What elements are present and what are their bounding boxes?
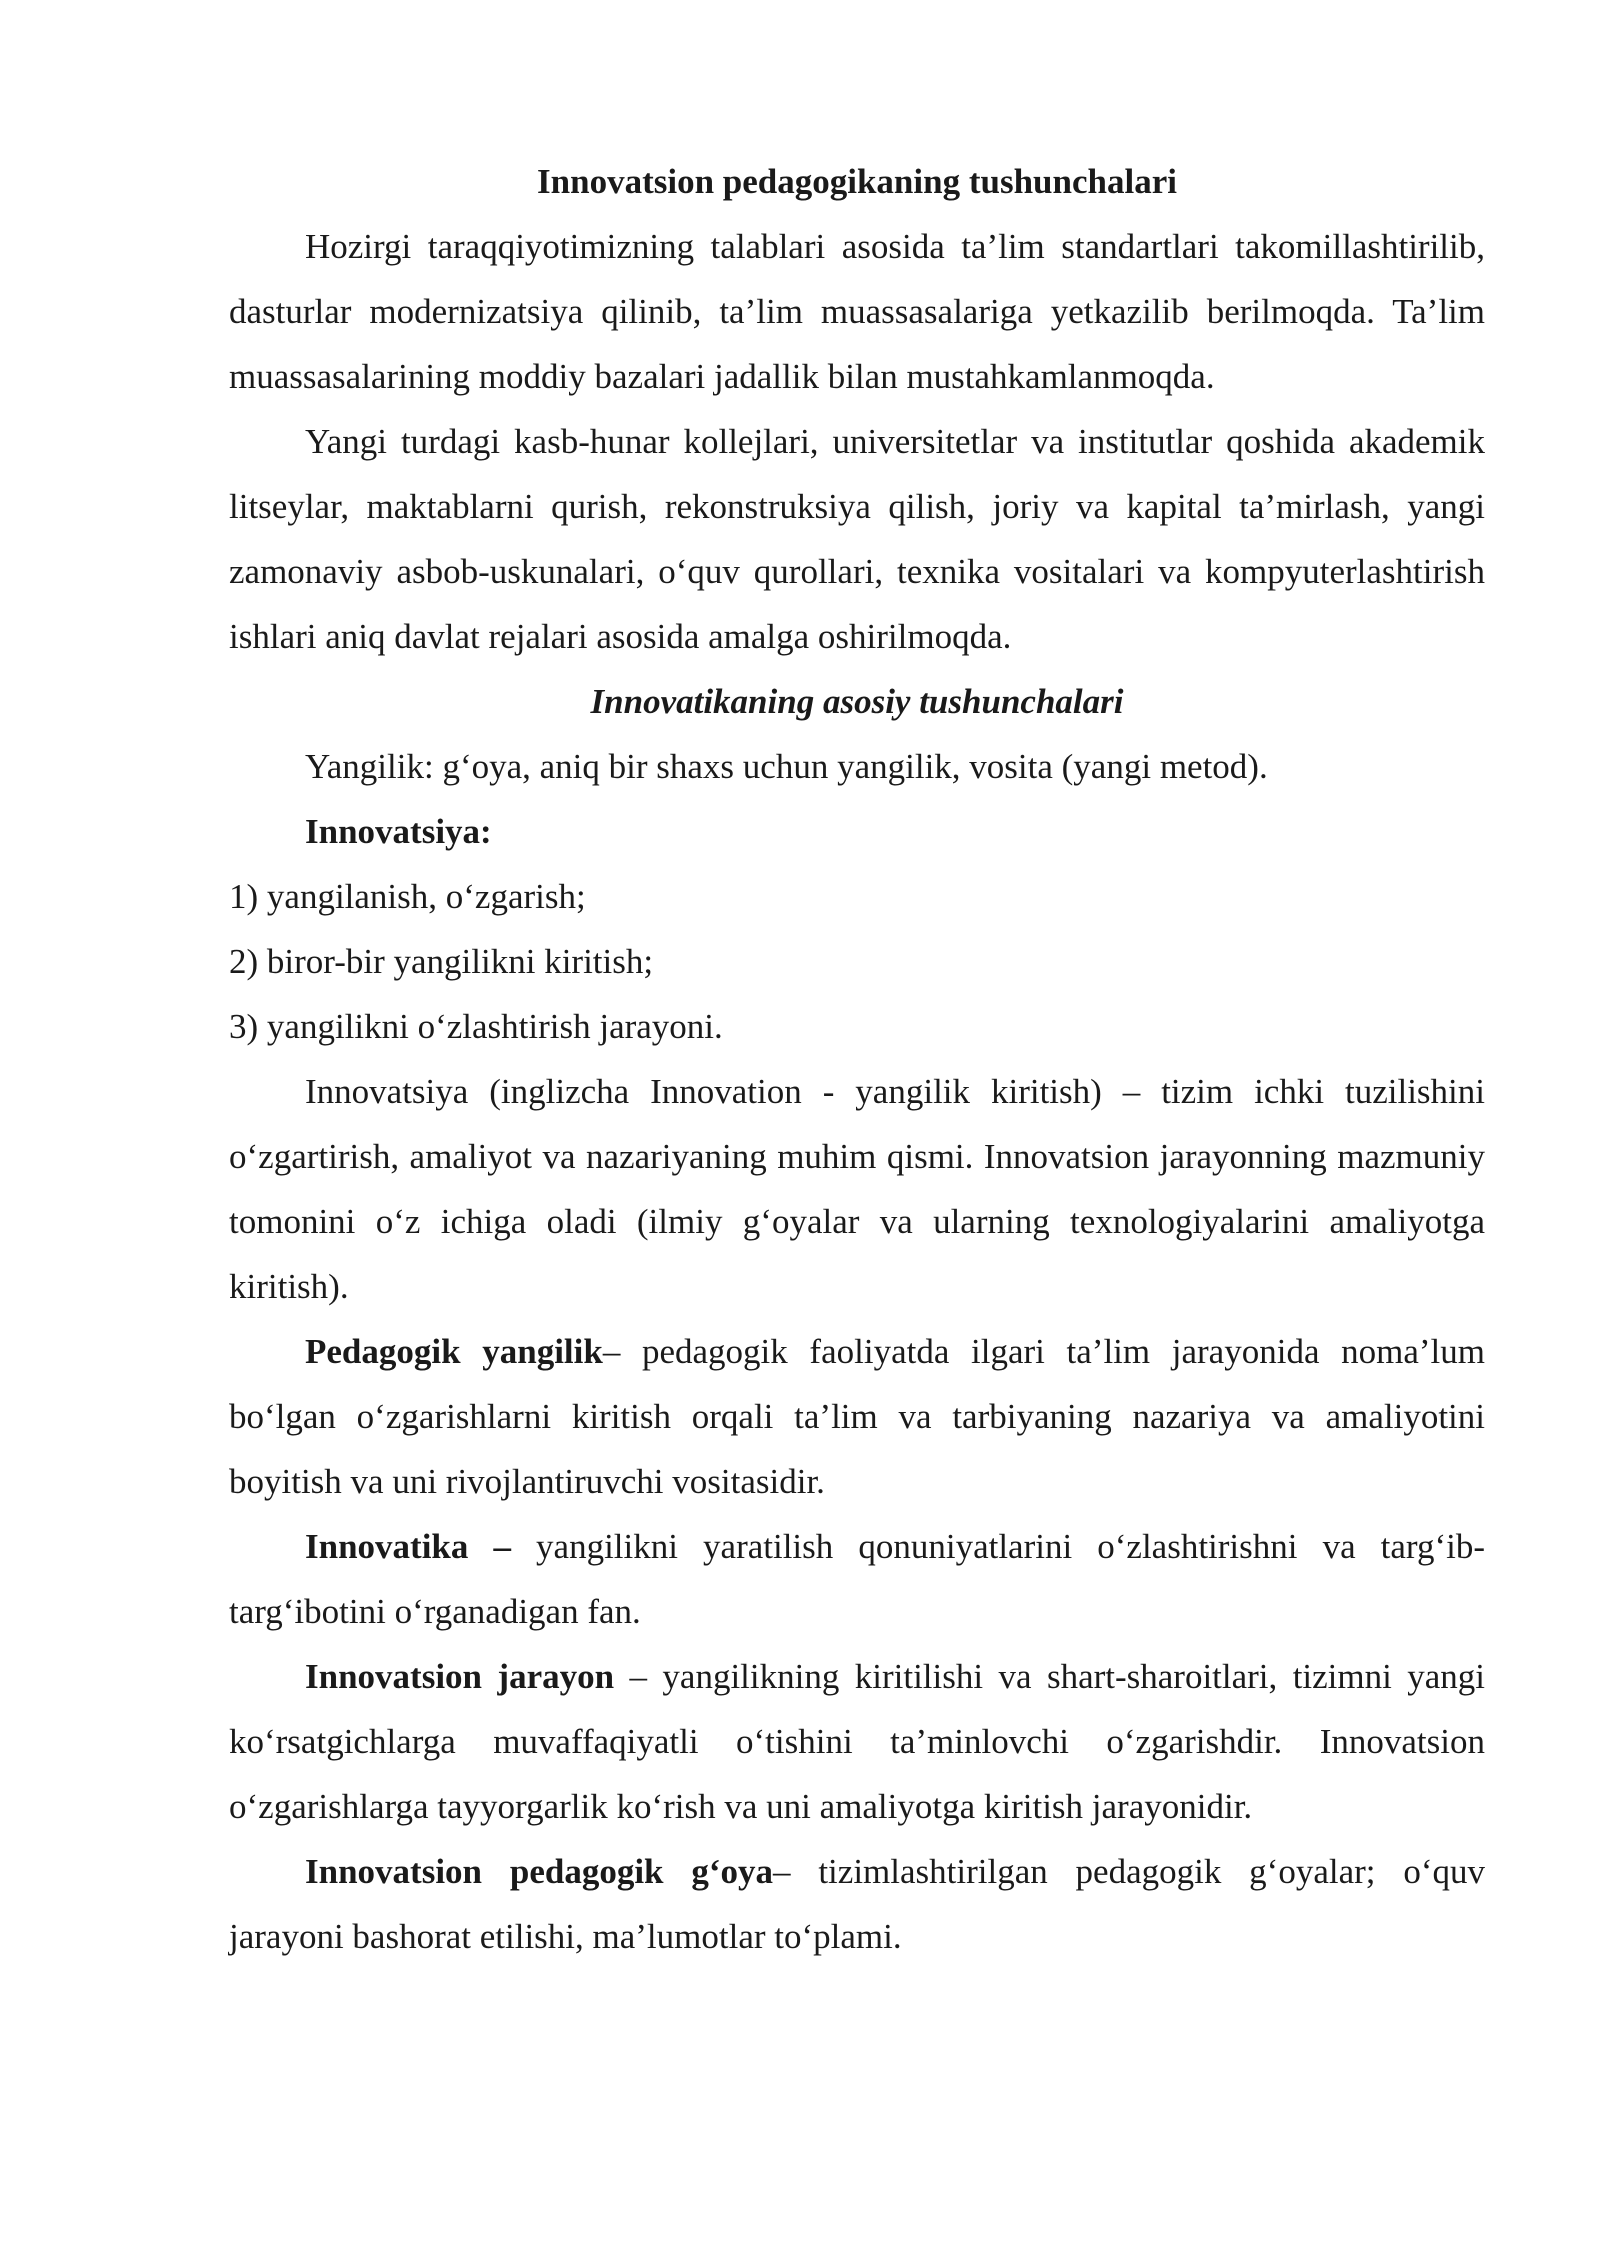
definition-text: yangilikni yaratilish qonuniyatlarini o‘zlashtirishni va targ‘ib-targ‘ibotini o‘rganadigan fan. bbox=[229, 1527, 1485, 1631]
definition-innovatsion-pedagogik-goya bbox=[229, 1839, 1485, 1969]
definition-innovatika bbox=[229, 1514, 1485, 1644]
definition-pedagogik-yangilik bbox=[229, 1319, 1485, 1514]
yangilik-line: Yangilik: g‘oya, aniq bir shaxs uchun yangilik, vosita (yangi metod). bbox=[305, 747, 1268, 786]
definition-text: – tizimlashtirilgan pedagogik g‘oyalar; o‘quv jarayoni bashorat etilishi, ma’lumotlar to‘plami. bbox=[229, 1852, 1485, 1956]
definition-text: – yangilikning kiritilishi va shart-sharoitlari, tizimni yangi ko‘rsatgichlarga muvaffaqiyatli o‘tishini ta’minlovchi o‘zgarishdir. Innovatsion o‘zgarishlarga tayyorgarlik ko‘rish va uni amaliyotga kiritish jarayonidir. bbox=[229, 1657, 1486, 1826]
definition-term: Innovatika – bbox=[305, 1527, 511, 1566]
definition-text: – pedagogik faoliyatda ilgari ta’lim jarayonida noma’lum bo‘lgan o‘zgarishlarni kiritish orqali ta’lim va tarbiyaning nazariya va amaliyotini boyitish va uni rivojlantiruvchi vositasidir. bbox=[229, 1332, 1485, 1501]
paragraph-3: Innovatsiya (inglizcha Innovation - yangilik kiritish) – tizim ichki tuzilishini o‘zgartirish, amaliyot va nazariyaning muhim qismi. Innovatsion jarayonning mazmuniy tomonini o‘z ichiga oladi (ilmiy g‘oyalar va ularning texnologiyalarini amaliyotga kiritish). bbox=[229, 1072, 1485, 1306]
definition-innovatsion-jarayon bbox=[229, 1644, 1485, 1839]
paragraph-1: Hozirgi taraqqiyotimizning talablari asosida ta’lim standartlari takomillashtirilib, dasturlar modernizatsiya qilinib, ta’lim muassasalariga yetkazilib berilmoqda. Ta’lim muassasalarining moddiy bazalari jadallik bilan mustahkamlanmoqda. bbox=[229, 227, 1485, 396]
paragraph-2: Yangi turdagi kasb-hunar kollejlari, universitetlar va institutlar qoshida akademik litseylar, maktablarni qurish, rekonstruksiya qilish, joriy va kapital ta’mirlash, yangi zamonaviy asbob-uskunalari, o‘quv qurollari, texnika vositalari va kompyuterlashtirish ishlari aniq davlat rejalari asosida amalga oshirilmoqda. bbox=[229, 422, 1485, 656]
list-item: 1) yangilanish, o‘zgarish; bbox=[229, 877, 586, 916]
document-title: Innovatsion pedagogikaning tushunchalari bbox=[537, 162, 1177, 201]
definition-term: Pedagogik yangilik bbox=[305, 1332, 603, 1371]
list-item: 3) yangilikni o‘zlashtirish jarayoni. bbox=[229, 1007, 723, 1046]
section-subtitle: Innovatikaning asosiy tushunchalari bbox=[590, 682, 1124, 721]
definition-term: Innovatsion pedagogik g‘oya bbox=[305, 1852, 773, 1891]
document-page bbox=[229, 149, 1485, 1969]
list-item: 2) biror-bir yangilikni kiritish; bbox=[229, 942, 654, 981]
innovatsiya-heading: Innovatsiya: bbox=[305, 812, 492, 851]
definition-term: Innovatsion jarayon bbox=[305, 1657, 615, 1696]
